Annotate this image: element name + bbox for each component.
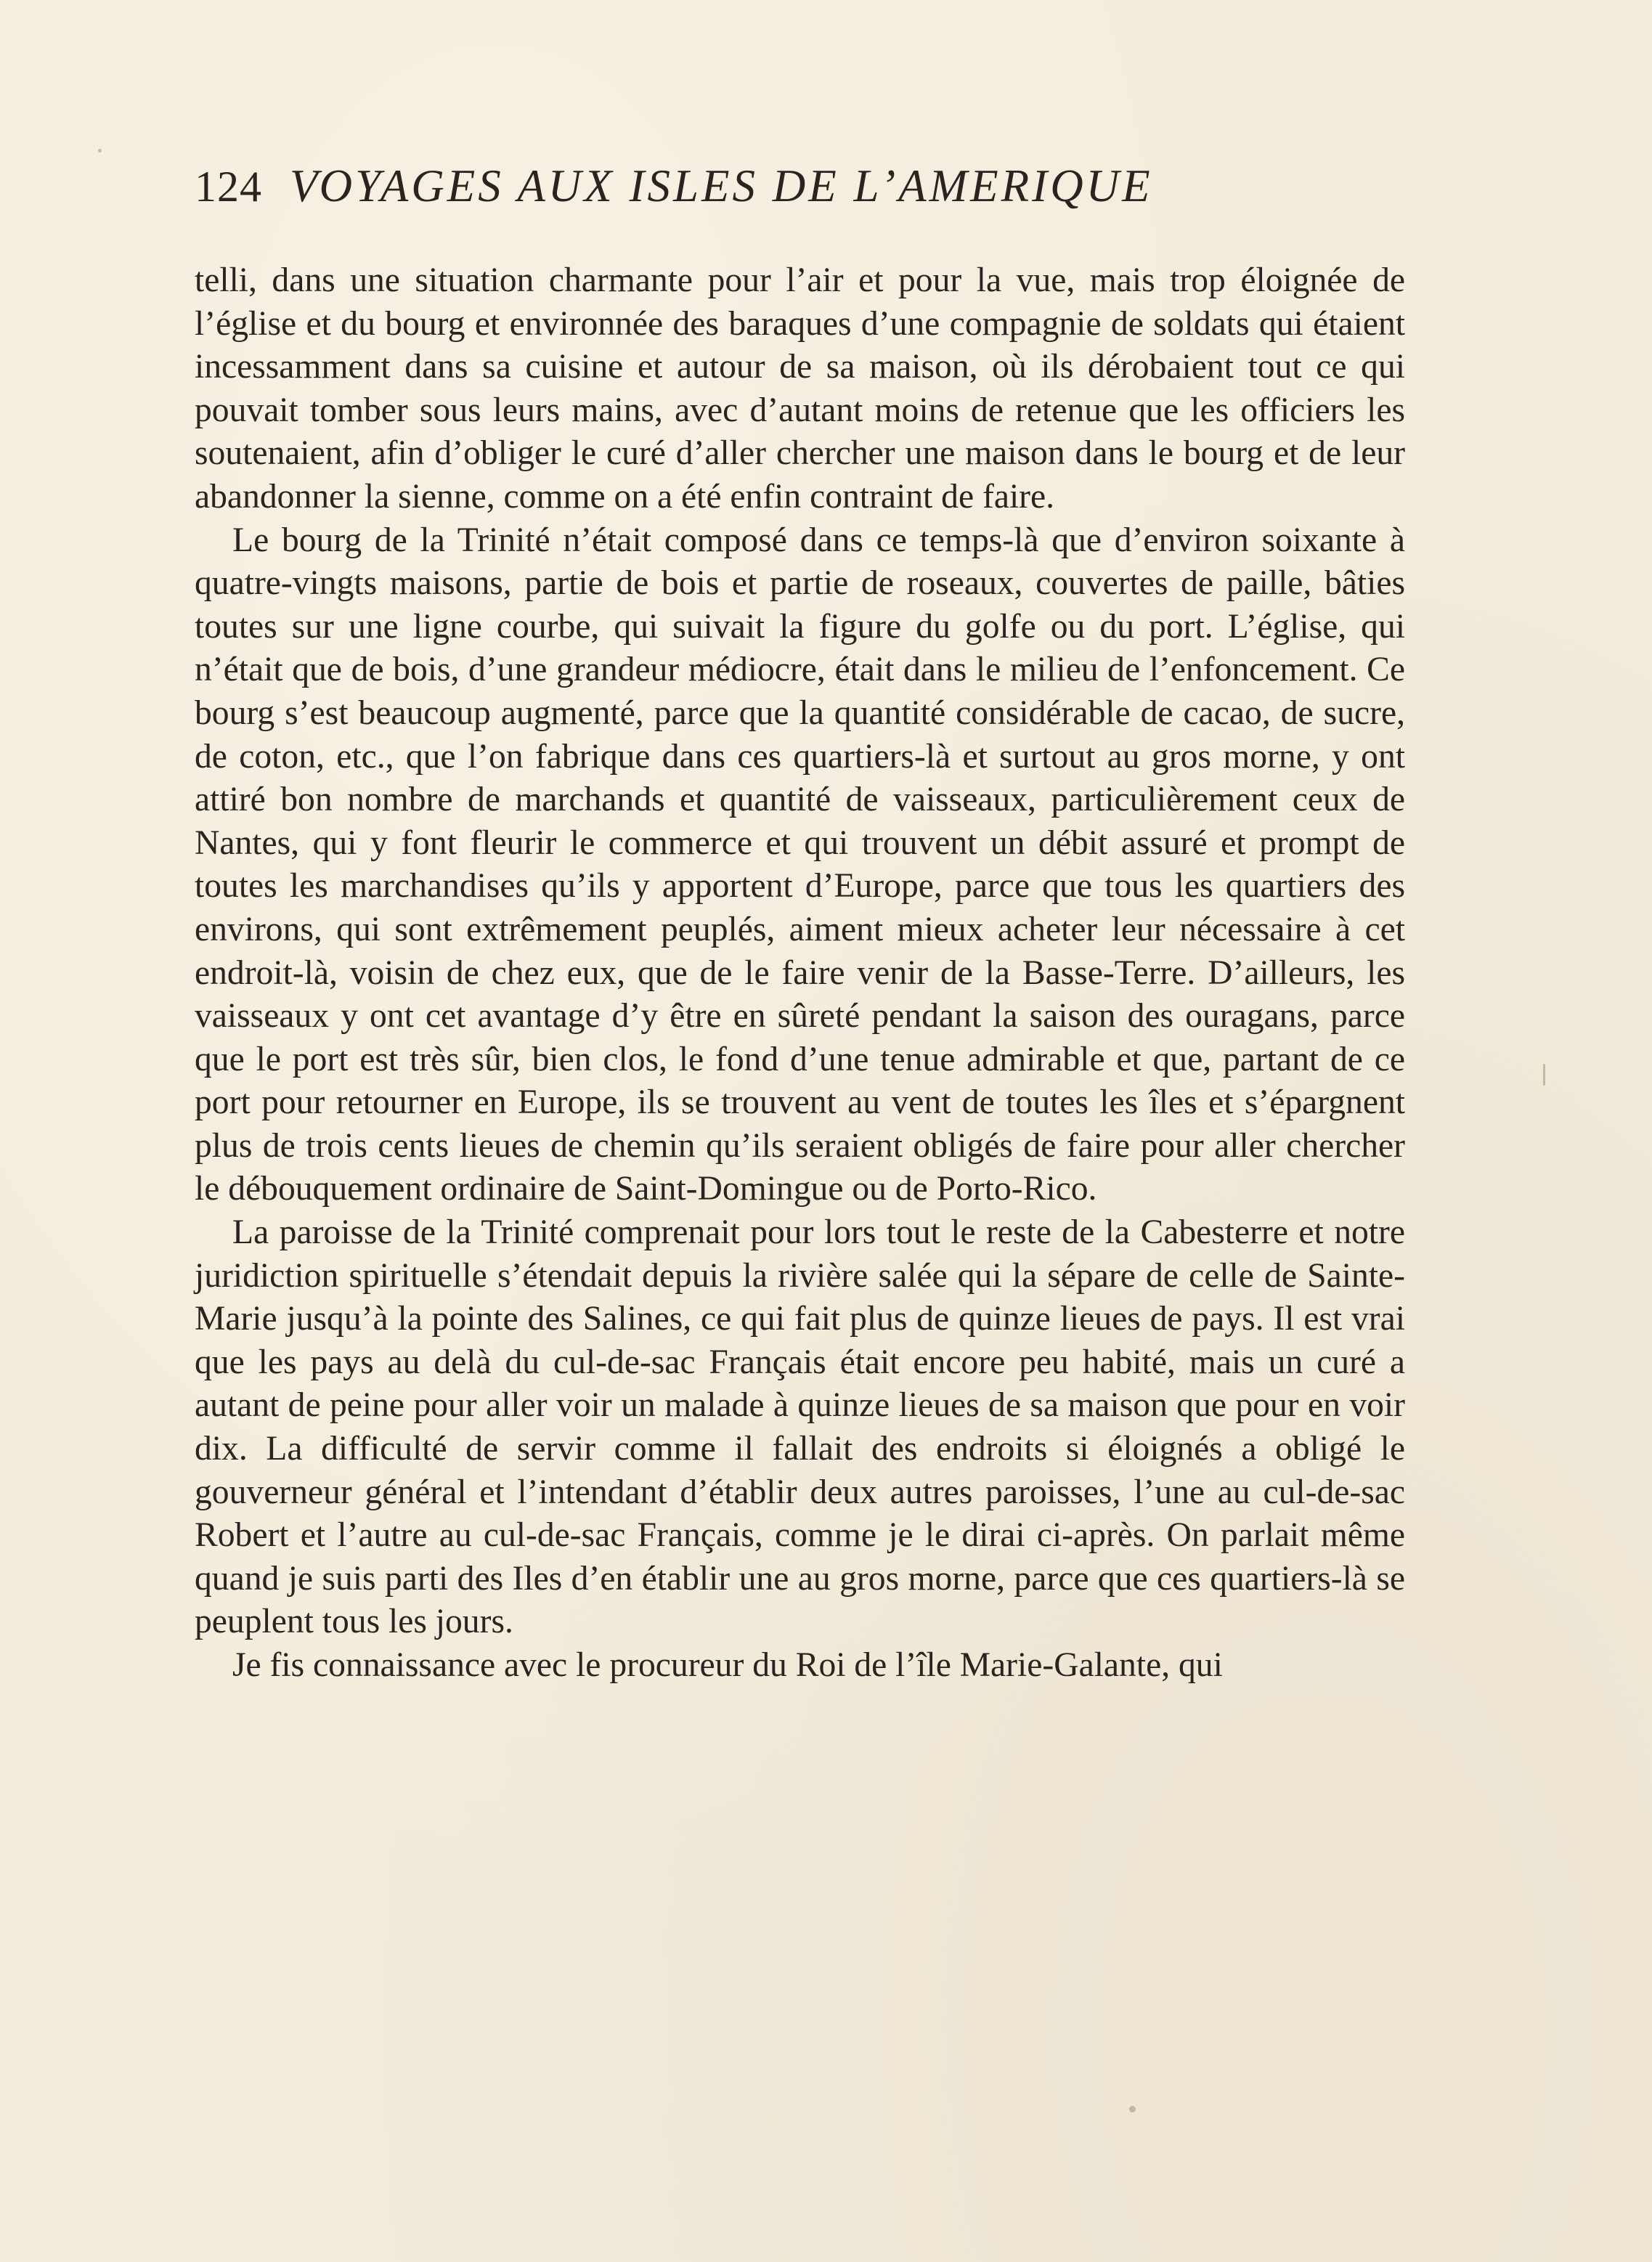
- paragraph-1: telli, dans une situation charmante pour l’air et pour la vue, mais trop éloignée de l’église et du bourg et environnée des baraques d’une compagnie de soldats qui étaient incessamment dans sa cuisine et autour de sa maison, où ils dérobaient tout ce qui pouvait tomber sous leurs mains, avec d’autant moins de retenue que les officiers les soutenaient, afin d’obliger le curé d’aller chercher une maison dans le bourg et de leur abandonner la sienne, comme on a été enfin contraint de faire.: [195, 261, 1405, 516]
- paper-speck: [98, 149, 102, 152]
- page-number: 124: [195, 163, 262, 211]
- paragraph-4: Je fis connaissance avec le procureur du Roi de l’île Marie-Galante, qui: [232, 1646, 1223, 1684]
- body-text: [195, 259, 1405, 1688]
- page-header: [195, 160, 1415, 225]
- paragraph-2: Le bourg de la Trinité n’était composé dans ce temps-là que d’environ soixante à quatre-vingts maisons, partie de bois et partie de roseaux, couvertes de paille, bâties toutes sur une ligne courbe, qui suivait la figure du golfe ou du port. L’église, qui n’était que de bois, d’une grandeur médiocre, était dans le milieu de l’enfoncement. Ce bourg s’est beaucoup augmenté, parce que la quantité considérable de cacao, de sucre, de coton, etc., que l’on fabrique dans ces quartiers-là et surtout au gros morne, y ont attiré bon nombre de marchands et quantité de vaisseaux, particulièrement ceux de Nantes, qui y font fleurir le commerce et qui trouvent un débit assuré et prompt de toutes les marchandises qu’ils y apportent d’Europe, parce que tous les quartiers des environs, qui sont extrêmement peuplés, aiment mieux acheter leur nécessaire à cet endroit-là, voisin de chez eux, que de le faire venir de la Basse-Terre. D’ailleurs, les vaisseaux y ont cet avantage d’y être en sûreté pendant la saison des ouragans, parce que le port est très sûr, bien clos, le fond d’une tenue admirable et que, partant de ce port pour retourner en Europe, ils se trouvent au vent de toutes les îles et s’épargnent plus de trois cents lieues de chemin qu’ils seraient obligés de faire pour aller chercher le débouquement ordinaire de Saint-Domingue ou de Porto-Rico.: [195, 521, 1405, 1208]
- paragraph-3: La paroisse de la Trinité comprenait pour lors tout le reste de la Cabesterre et notre juridiction spirituelle s’étendait depuis la rivière salée qui la sépare de celle de Sainte-Marie jusqu’à la pointe des Salines, ce qui fait plus de quinze lieues de pays. Il est vrai que les pays au delà du cul-de-sac Français était encore peu habité, mais un curé a autant de peine pour aller voir un malade à quinze lieues de sa maison que pour en voir dix. La difficulté de servir comme il fallait des endroits si éloignés a obligé le gouverneur général et l’intendant d’établir deux autres paroisses, l’une au cul-de-sac Robert et l’autre au cul-de-sac Français, comme je le dirai ci-après. On parlait même quand je suis parti des Iles d’en établir une au gros morne, parce que ces quartiers-là se peuplent tous les jours.: [195, 1213, 1405, 1641]
- running-title: VOYAGES AUX ISLES DE L’AMERIQUE: [290, 160, 1153, 211]
- paper-speck: [1129, 2106, 1136, 2112]
- paper-speck: [1543, 1064, 1545, 1086]
